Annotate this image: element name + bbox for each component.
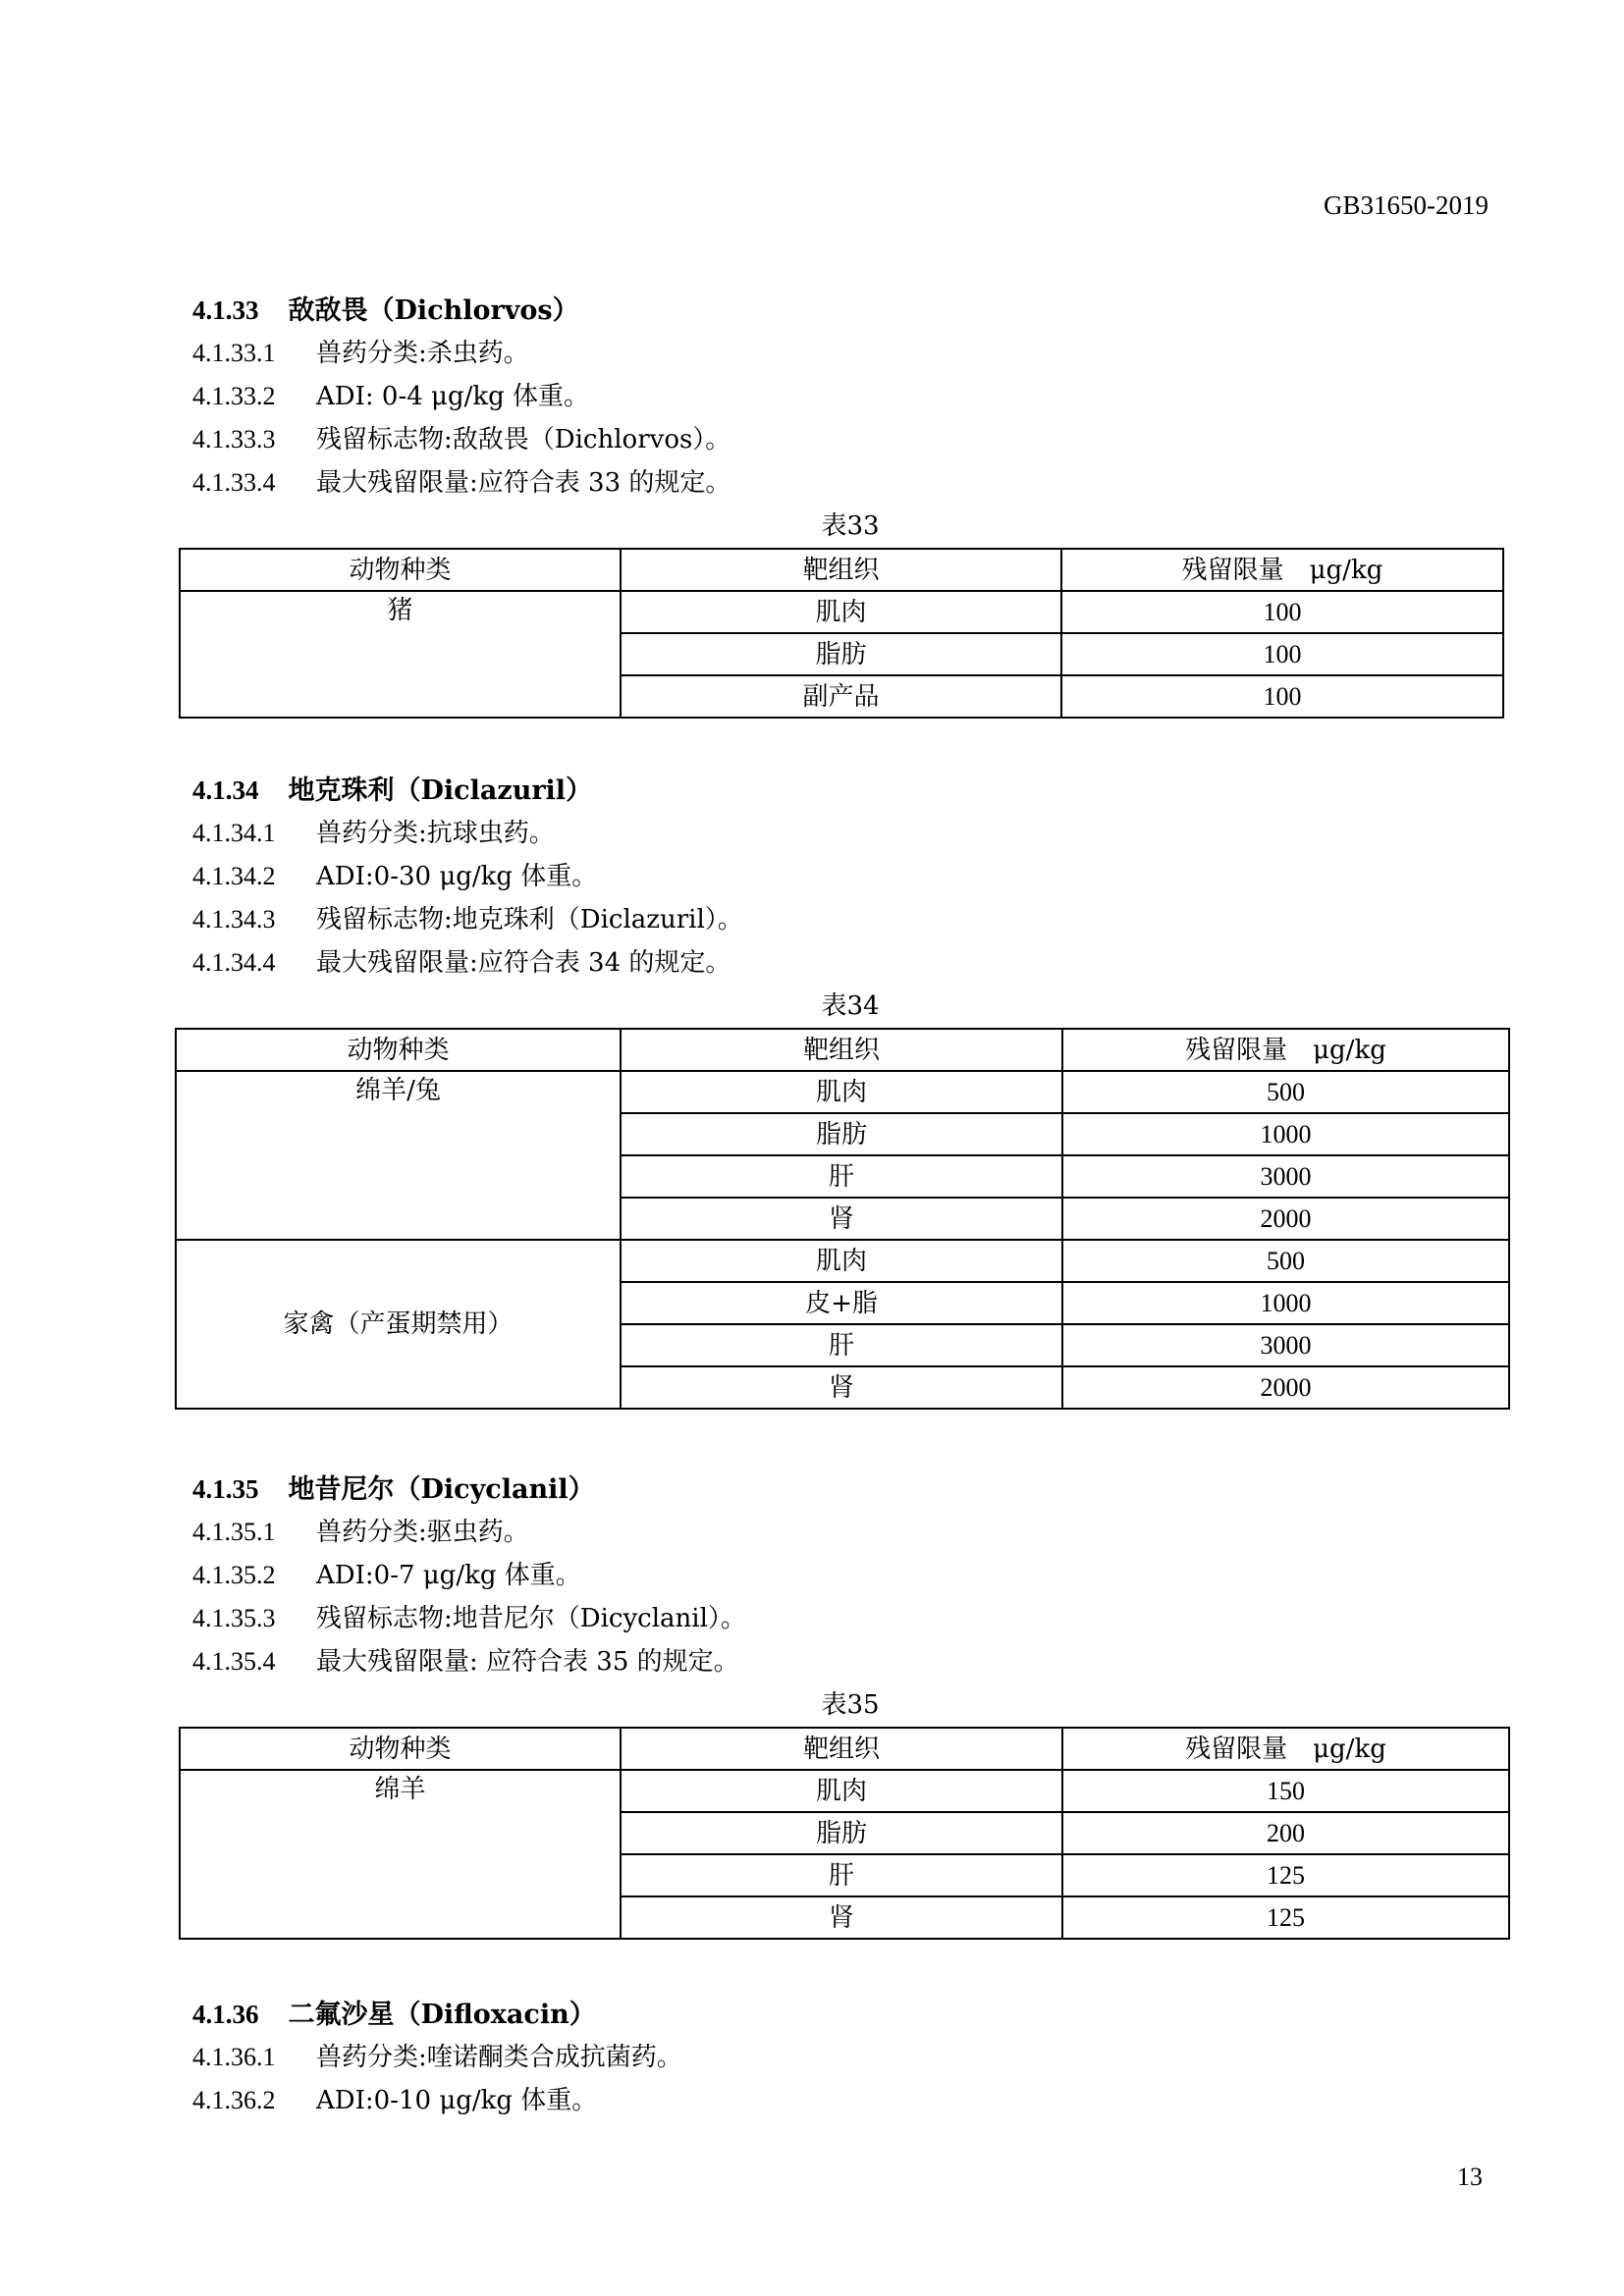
section-number: 4.1.34 [192, 775, 259, 805]
limit-cell: 1000 [1062, 1113, 1509, 1155]
header-tissue: 靶组织 [621, 1728, 1062, 1770]
clause-number: 4.1.35.3 [192, 1604, 276, 1632]
table-row [180, 1770, 1509, 1812]
table-header-row [180, 1728, 1509, 1770]
clause-text: 兽药分类:驱虫药。 [316, 1518, 529, 1547]
tissue-cell: 皮+脂 [621, 1282, 1062, 1324]
clause-item [192, 855, 743, 898]
limit-cell: 150 [1062, 1770, 1509, 1812]
limit-cell: 100 [1061, 675, 1503, 718]
mrl-table-35 [179, 1727, 1510, 1940]
clause-item [192, 898, 743, 941]
animal-cell: 绵羊 [180, 1770, 621, 1939]
tissue-cell: 肌肉 [621, 591, 1061, 633]
clause-item [192, 461, 731, 505]
clause-item [192, 2079, 682, 2122]
clause-text: ADI:0-30 μg/kg 体重。 [316, 862, 598, 891]
header-animal: 动物种类 [180, 1728, 621, 1770]
tissue-cell: 肝 [621, 1155, 1062, 1198]
limit-cell: 100 [1061, 633, 1503, 675]
limit-cell: 3000 [1062, 1324, 1509, 1366]
table-row [180, 591, 1503, 633]
section-heading [192, 1468, 595, 1512]
clause-number: 4.1.35.2 [192, 1561, 276, 1589]
clause-item [192, 418, 731, 461]
section-heading [192, 1993, 596, 2037]
tissue-cell: 肌肉 [621, 1071, 1062, 1113]
header-tissue: 靶组织 [621, 549, 1061, 591]
clause-text: 最大残留限量: 应符合表 35 的规定。 [316, 1647, 739, 1677]
clause-number: 4.1.34.3 [192, 905, 276, 934]
section-number: 4.1.36 [192, 2000, 259, 2029]
limit-cell: 1000 [1062, 1282, 1509, 1324]
clause-number: 4.1.35.1 [192, 1518, 276, 1546]
clause-number: 4.1.36.2 [192, 2086, 276, 2114]
section-title: 地昔尼尔（Dicyclanil） [288, 1474, 595, 1505]
clause-item [192, 1511, 746, 1554]
header-limit: 残留限量 μg/kg [1061, 549, 1503, 591]
clause-list [192, 2036, 682, 2122]
clause-number: 4.1.34.2 [192, 862, 276, 890]
header-limit: 残留限量 μg/kg [1062, 1029, 1509, 1071]
limit-cell: 3000 [1062, 1155, 1509, 1198]
limit-cell: 500 [1062, 1071, 1509, 1113]
table-header-row [180, 549, 1503, 591]
clause-text: 最大残留限量:应符合表 33 的规定。 [316, 468, 731, 498]
tissue-cell: 肝 [621, 1324, 1062, 1366]
section-heading [192, 769, 592, 813]
tissue-cell: 副产品 [621, 675, 1061, 718]
table-row [176, 1071, 1509, 1113]
clause-text: 残留标志物:地昔尼尔（Dicyclanil）。 [316, 1604, 746, 1633]
page-number: 13 [1457, 2163, 1483, 2191]
limit-cell: 125 [1062, 1896, 1509, 1939]
clause-item [192, 812, 743, 855]
limit-cell: 100 [1061, 591, 1503, 633]
section-title: 地克珠利（Diclazuril） [288, 775, 593, 806]
limit-cell: 2000 [1062, 1198, 1509, 1240]
header-animal: 动物种类 [176, 1029, 621, 1071]
clause-number: 4.1.33.1 [192, 339, 276, 367]
tissue-cell: 肾 [621, 1366, 1062, 1409]
section-title: 二氟沙星（Difloxacin） [288, 2000, 596, 2030]
tissue-cell: 肌肉 [621, 1240, 1062, 1282]
header-animal: 动物种类 [180, 549, 621, 591]
clause-item [192, 1640, 746, 1683]
clause-item [192, 375, 731, 418]
header-limit: 残留限量 μg/kg [1062, 1728, 1509, 1770]
clause-text: 兽药分类:杀虫药。 [316, 339, 529, 368]
section-heading [192, 289, 579, 333]
doc-standard-number: GB31650-2019 [1324, 190, 1489, 220]
clause-text: 兽药分类:抗球虫药。 [316, 819, 555, 848]
clause-item [192, 1597, 746, 1640]
table-caption: 表33 [821, 511, 880, 541]
clause-text: ADI:0-10 μg/kg 体重。 [316, 2086, 598, 2115]
tissue-cell: 脂肪 [621, 1812, 1062, 1854]
section-number: 4.1.35 [192, 1474, 259, 1504]
clause-text: ADI: 0-4 μg/kg 体重。 [316, 382, 590, 411]
tissue-cell: 肾 [621, 1198, 1062, 1240]
tissue-cell: 脂肪 [621, 1113, 1062, 1155]
clause-number: 4.1.35.4 [192, 1647, 276, 1676]
limit-cell: 200 [1062, 1812, 1509, 1854]
animal-cell: 家禽（产蛋期禁用） [176, 1240, 621, 1409]
clause-number: 4.1.33.3 [192, 425, 276, 454]
mrl-table-34 [175, 1028, 1510, 1410]
clause-number: 4.1.36.1 [192, 2043, 276, 2071]
header-tissue: 靶组织 [621, 1029, 1062, 1071]
animal-cell: 绵羊/兔 [176, 1071, 621, 1240]
clause-list [192, 332, 731, 505]
clause-text: 残留标志物:敌敌畏（Dichlorvos）。 [316, 425, 731, 454]
table-caption: 表35 [821, 1690, 880, 1720]
animal-cell: 猪 [180, 591, 621, 718]
clause-text: 兽药分类:喹诺酮类合成抗菌药。 [316, 2043, 682, 2072]
mrl-table-33 [179, 548, 1504, 719]
tissue-cell: 脂肪 [621, 633, 1061, 675]
clause-item [192, 1554, 746, 1597]
clause-text: ADI:0-7 μg/kg 体重。 [316, 1561, 581, 1590]
table-header-row [176, 1029, 1509, 1071]
section-number: 4.1.33 [192, 295, 259, 325]
clause-number: 4.1.34.1 [192, 819, 276, 847]
clause-list [192, 1511, 746, 1683]
tissue-cell: 肾 [621, 1896, 1062, 1939]
tissue-cell: 肌肉 [621, 1770, 1062, 1812]
clause-item [192, 2036, 682, 2079]
limit-cell: 125 [1062, 1854, 1509, 1896]
limit-cell: 2000 [1062, 1366, 1509, 1409]
limit-cell: 500 [1062, 1240, 1509, 1282]
clause-text: 残留标志物:地克珠利（Diclazuril）。 [316, 905, 743, 934]
table-caption: 表34 [821, 991, 880, 1021]
clause-number: 4.1.33.2 [192, 382, 276, 410]
table-row [176, 1240, 1509, 1282]
clause-item [192, 941, 743, 985]
clause-number: 4.1.33.4 [192, 468, 276, 497]
clause-item [192, 332, 731, 375]
clause-list [192, 812, 743, 985]
clause-number: 4.1.34.4 [192, 948, 276, 977]
section-title: 敌敌畏（Dichlorvos） [288, 295, 579, 326]
tissue-cell: 肝 [621, 1854, 1062, 1896]
clause-text: 最大残留限量:应符合表 34 的规定。 [316, 948, 731, 978]
